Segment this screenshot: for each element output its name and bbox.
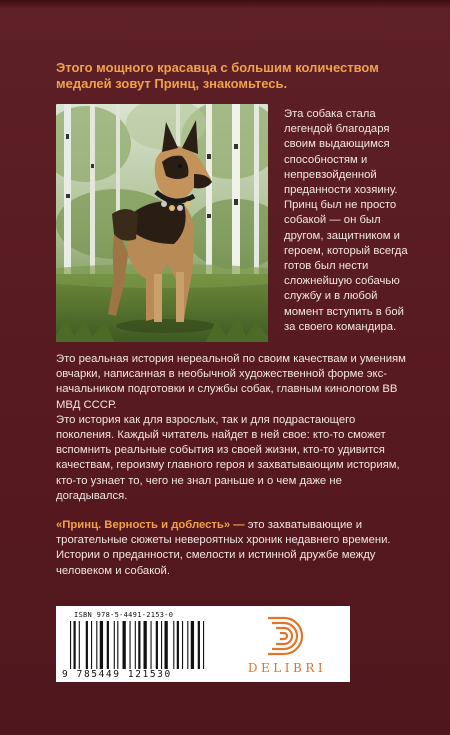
ean-number: 9 785449 121530: [62, 669, 172, 680]
barcode-block: [56, 606, 224, 682]
body-text: [56, 352, 408, 504]
barcode-icon: [70, 621, 216, 669]
side-paragraph: Эта собака стала легендой благодаря своим выдающимся способностям и непревзойденной преданности хозяину. Принц был не просто собакой — он был другом, защитником и героем, который всегда готов был нести сложнейшую собачью службу и в любой момент вступить в бой за своего командира.: [284, 108, 408, 333]
lead-text: Этого мощного красавца с большим количеством медалей зовут Принц, знакомьтесь.: [56, 60, 379, 91]
closing-text: это захватывающие и трогательные сюжеты невероятных хроник недавнего времени. Истории о преданности, смелости и истинной дружбе между человеком и собакой.: [56, 519, 391, 577]
book-title-highlight: «Принц. Верность и доблесть» —: [56, 519, 245, 531]
german-shepherd-photo-icon: [56, 104, 268, 342]
body-paragraph-1: Это реальная история нереальной по своим качествам и умениям овчарки, написанная в необычной художественной форме экс-начальником подготовки и службы собак, главным кинологом ВВ МВД СССР.: [56, 353, 406, 411]
closing-paragraph: [56, 518, 408, 579]
isbn-text: ISBN 978-5-4491-2153-0: [74, 611, 174, 619]
publisher-block: [224, 606, 350, 682]
body-paragraph-2: Это история как для взрослых, так и для подрастающего поколения. Каждый читатель найдет в ней свое: кто-то сможет вспомнить реальные события из своей жизни, кто-то удивится качествам, героизму главного героя и захватывающим историям, кто-то узнает то, чего не знал раньше и о чем даже не догадывался.: [56, 413, 400, 502]
dog-photo: [56, 104, 268, 342]
cover-edge: [0, 0, 450, 8]
publisher-logo-icon: [262, 612, 312, 658]
publisher-name: DELIBRI: [247, 661, 327, 675]
